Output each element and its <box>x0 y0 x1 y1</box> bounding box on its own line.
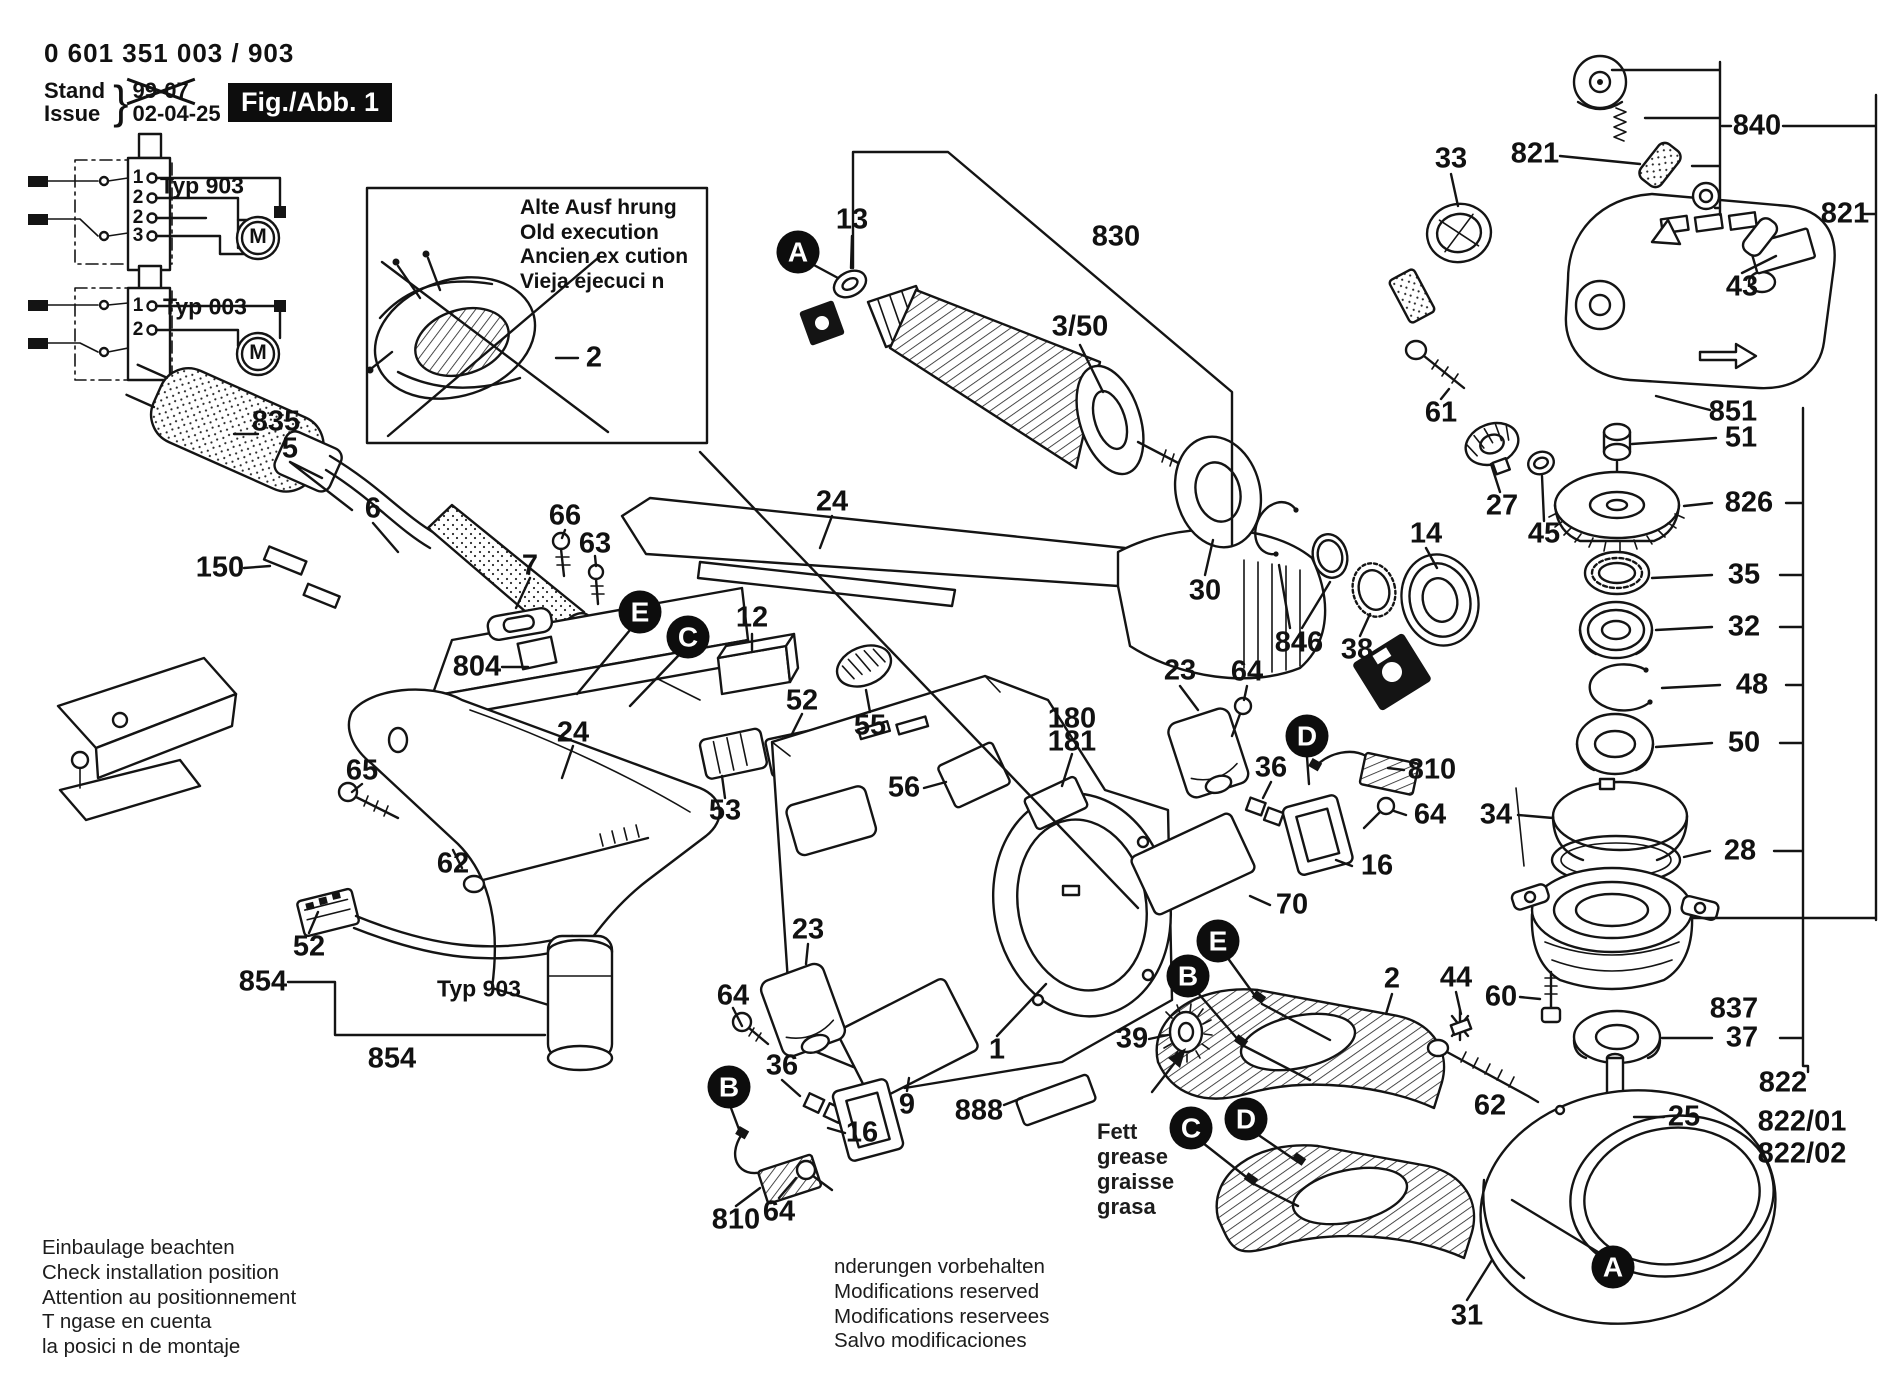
mount-bracket <box>58 658 236 820</box>
issue-label: Issue <box>44 101 101 126</box>
field-ring-31 <box>1465 1072 1790 1343</box>
part-label: 63 <box>578 527 612 560</box>
note-line: Salvo modificaciones <box>834 1329 1027 1353</box>
part-label: 854 <box>367 1042 417 1075</box>
part-label: 32 <box>1727 610 1761 643</box>
stand-label: Stand <box>44 78 106 103</box>
part-label: 846 <box>1274 626 1324 659</box>
part-label: 44 <box>1439 961 1473 994</box>
part-label: 33 <box>1434 142 1468 175</box>
detail-badge: C <box>667 616 710 659</box>
note-line: graisse <box>1097 1169 1175 1194</box>
part-label: 45 <box>1527 517 1561 550</box>
part-label: 24 <box>815 485 849 518</box>
note-line: Modifications reservees <box>834 1304 1050 1328</box>
part-label: 821 <box>1820 197 1870 230</box>
part-label: 43 <box>1725 270 1759 303</box>
part-label: 36 <box>1254 751 1288 784</box>
part-label: 27 <box>1485 489 1519 522</box>
detail-badge: B <box>1167 955 1210 998</box>
part-label: 51 <box>1724 421 1758 454</box>
part-label: 810 <box>711 1203 761 1236</box>
part-label: 62 <box>1473 1089 1507 1122</box>
figure-label: Fig./Abb. 1 <box>228 83 392 122</box>
bearing-14 <box>1392 546 1488 654</box>
ring-38 <box>1347 559 1401 622</box>
bearing-13 <box>829 265 870 302</box>
part-label: 180 <box>1047 702 1097 735</box>
part-label: 2 <box>585 341 603 374</box>
part-label: 28 <box>1723 834 1757 867</box>
part-label: 64 <box>716 979 750 1012</box>
part-label: 822/01 <box>1757 1105 1847 1138</box>
part-label: 804 <box>452 650 502 683</box>
sticker-888 <box>1016 1074 1097 1126</box>
connector-53 <box>699 728 768 780</box>
note-line: Fett <box>1097 1119 1138 1144</box>
note-line: Einbaulage beachten <box>42 1236 235 1259</box>
part-label: 6 <box>364 492 382 525</box>
note-line: T ngase en cuenta <box>42 1310 212 1334</box>
detail-badge: C <box>1170 1107 1213 1150</box>
armature-830 <box>799 265 1184 482</box>
part-label: 36 <box>765 1049 799 1082</box>
ferrules-150 <box>257 547 347 608</box>
part-label: 61 <box>1424 396 1458 429</box>
part-label: 14 <box>1409 517 1443 550</box>
circlip-48 <box>1590 664 1653 710</box>
stator-2-lower <box>1217 1145 1474 1258</box>
issue-value: 02-04-25 <box>132 101 221 126</box>
bearing-32 <box>1580 602 1652 658</box>
bearing-50 <box>1577 714 1653 774</box>
gear-housing <box>1566 194 1835 388</box>
seal-33 <box>1422 199 1495 267</box>
part-label: 25 <box>1667 1100 1701 1133</box>
ring-35 <box>1585 552 1649 594</box>
detail-badge: B <box>708 1066 751 1109</box>
part-label: 3/50 <box>1051 310 1109 343</box>
pin-821 <box>1636 140 1684 191</box>
part-label: 66 <box>548 499 582 532</box>
note-line: Check installation position <box>42 1260 280 1284</box>
note-line: Attention au positionnement <box>42 1285 297 1309</box>
part-label: 31 <box>1450 1299 1484 1332</box>
part-label: 822/02 <box>1757 1137 1847 1170</box>
part-label: 34 <box>1479 798 1513 831</box>
part-label: 1 <box>988 1033 1006 1066</box>
note-line: grasa <box>1097 1194 1156 1219</box>
part-label: Typ 003 <box>163 293 247 320</box>
part-label: 2 <box>132 187 144 208</box>
note-line: Modifications reserved <box>834 1279 1040 1303</box>
detail-badge: E <box>1197 920 1240 963</box>
detail-badge: D <box>1225 1098 1268 1141</box>
part-label: 1 <box>132 167 144 188</box>
part-label: Typ 903 <box>160 172 244 199</box>
detail-badge: A <box>777 231 820 274</box>
screw-64-right <box>1232 698 1251 736</box>
part-label: 821 <box>1510 137 1560 170</box>
detail-badge: D <box>1286 715 1329 758</box>
detail-badge: A <box>1592 1246 1635 1289</box>
part-label: 13 <box>835 203 869 236</box>
note-line: Alte Ausf hrung <box>520 196 677 219</box>
part-label: 24 <box>556 716 590 749</box>
detail-badge: E <box>619 591 662 634</box>
part-label: 888 <box>954 1094 1004 1127</box>
part-label: 55 <box>853 709 887 742</box>
part-label: 50 <box>1727 726 1761 759</box>
brush-tube <box>1388 268 1435 324</box>
installation-note <box>42 1236 296 1360</box>
part-label: 12 <box>735 601 769 634</box>
connector-52-lower <box>297 888 360 936</box>
schematic-typ903 <box>28 134 286 270</box>
screw-63 <box>589 565 604 604</box>
part-label: 181 <box>1047 725 1097 758</box>
part-label: 2 <box>132 207 144 228</box>
note-line: Vieja ejecuci n <box>520 269 665 293</box>
ring-45 <box>1525 448 1557 478</box>
part-label: 851 <box>1708 395 1758 428</box>
old-execution-note <box>520 196 688 294</box>
part-label: 822 <box>1758 1066 1808 1099</box>
part-label: 62 <box>436 847 470 880</box>
part-label: 53 <box>708 794 742 827</box>
bushing-51 <box>1604 424 1630 460</box>
part-label: 16 <box>1360 849 1394 882</box>
part-label: 150 <box>195 551 245 584</box>
part-label: 16 <box>845 1116 879 1149</box>
part-label: 56 <box>887 771 921 804</box>
part-label: 60 <box>1484 980 1518 1013</box>
part-label: 830 <box>1091 220 1141 253</box>
part-label: 37 <box>1725 1021 1759 1054</box>
part-label: Typ 903 <box>437 975 521 1002</box>
part-label: 30 <box>1188 574 1222 607</box>
part-label: 810 <box>1407 753 1457 786</box>
note-line: Ancien ex cution <box>520 245 689 268</box>
schematic-typ003 <box>28 266 286 380</box>
screw-64-right2 <box>1364 798 1394 828</box>
part-label: 826 <box>1724 486 1774 519</box>
part-label: 23 <box>1163 654 1197 687</box>
grease-note <box>1097 1119 1174 1219</box>
note-line: grease <box>1097 1144 1168 1169</box>
band-34 <box>1553 779 1687 860</box>
gear-826 <box>1549 462 1684 552</box>
part-label: 52 <box>785 684 819 717</box>
part-number: 0 601 351 003 / 903 <box>44 38 295 68</box>
stator-2-upper <box>1157 989 1444 1108</box>
screw-66 <box>553 533 570 576</box>
note-line: la posici n de montaje <box>42 1335 241 1359</box>
part-label: 23 <box>791 913 825 946</box>
part-label: 854 <box>238 965 288 998</box>
part-label: 2 <box>132 319 144 340</box>
part-label: 65 <box>345 754 379 787</box>
modifications-note <box>834 1255 1049 1354</box>
part-label: 840 <box>1732 109 1782 142</box>
part-label: 38 <box>1340 633 1374 666</box>
part-label: M <box>249 225 267 248</box>
part-label: 837 <box>1709 992 1759 1025</box>
part-label: 1 <box>132 295 144 316</box>
side-handle-24 <box>349 690 720 1006</box>
part-label: 64 <box>1230 655 1264 688</box>
note-line: Old execution <box>520 220 659 244</box>
brace-glyph: } <box>113 76 129 128</box>
part-label: 52 <box>292 930 326 963</box>
part-label: 7 <box>521 549 539 582</box>
part-label: 2 <box>1383 962 1401 995</box>
part-label: 835 <box>251 405 301 438</box>
part-label: 64 <box>1413 798 1447 831</box>
brush-810-right <box>1308 752 1419 795</box>
part-label: 64 <box>762 1195 796 1228</box>
note-line: nderungen vorbehalten <box>834 1255 1045 1278</box>
screw-65 <box>339 783 398 818</box>
screw-61 <box>1406 341 1464 388</box>
part-label: 35 <box>1727 558 1761 591</box>
spring-36-right <box>1246 798 1283 826</box>
part-label: 5 <box>281 432 299 465</box>
part-label: 3 <box>132 225 144 246</box>
stand-value: 99-07 <box>132 78 189 103</box>
part-label: 48 <box>1735 668 1769 701</box>
part-label: M <box>249 341 267 364</box>
part-label: 39 <box>1115 1022 1149 1055</box>
part-label: 70 <box>1275 888 1309 921</box>
part-label: 9 <box>898 1088 916 1121</box>
